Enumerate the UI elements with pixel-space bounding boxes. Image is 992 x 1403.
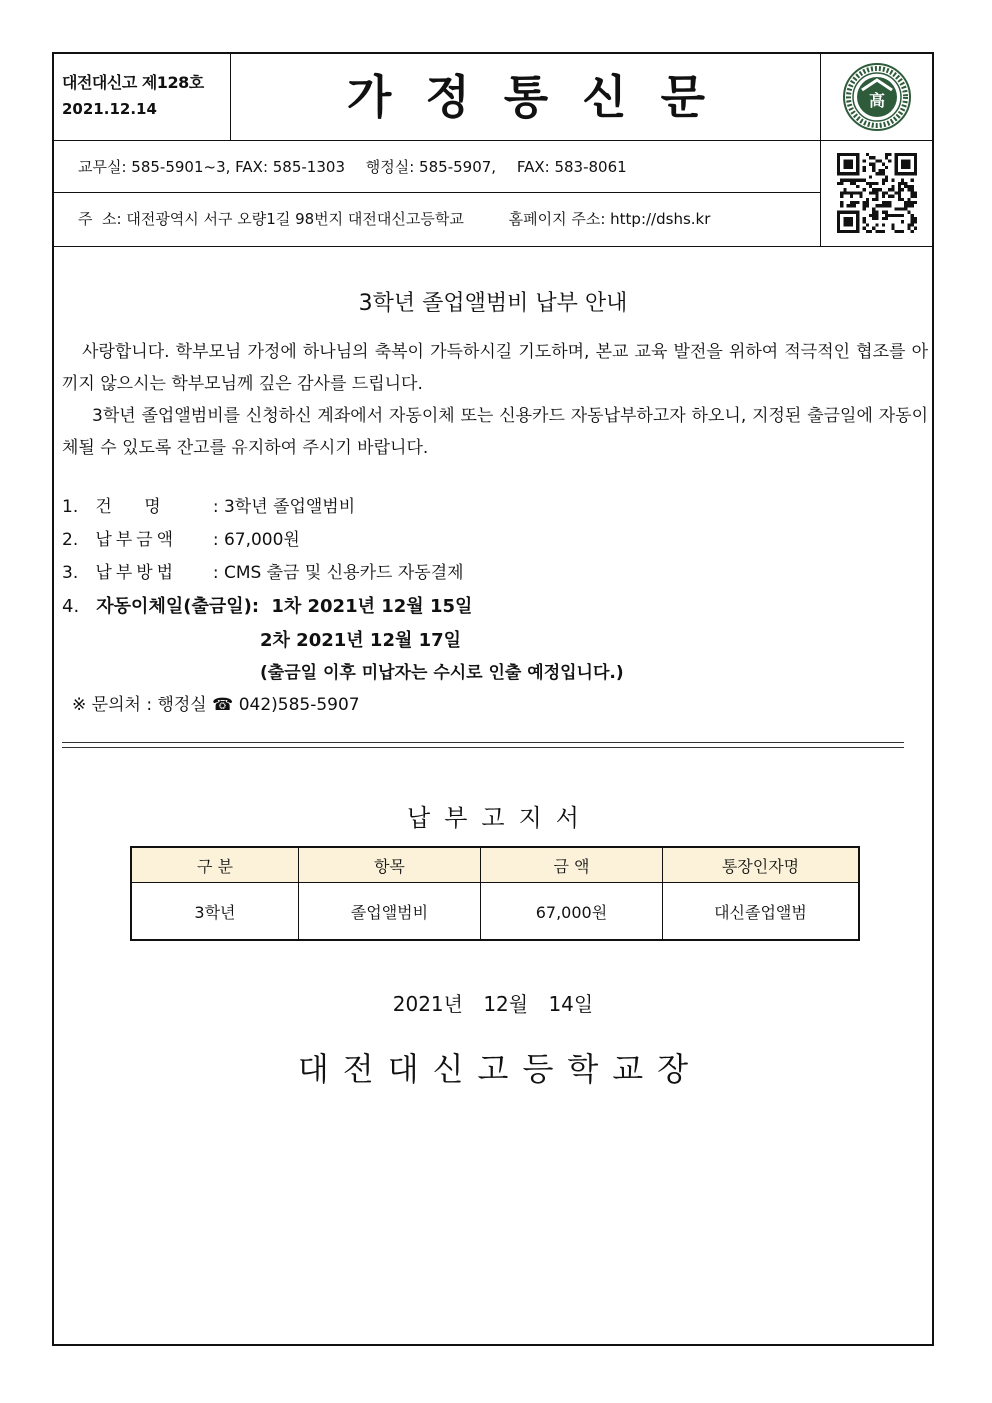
cell-category: 3학년 xyxy=(131,883,298,941)
item-subject xyxy=(62,492,355,517)
school-address: 주 소: 대전광역시 서구 오량1길 98번지 대전대신고등학교 xyxy=(78,210,464,228)
item-debit-date xyxy=(62,592,472,618)
item-label: 납부금액 xyxy=(95,530,178,550)
qr-code-icon[interactable] xyxy=(837,153,917,233)
item-number: 2. xyxy=(62,530,79,550)
table-header-row xyxy=(131,847,859,883)
item-value: 1차 2021년 12월 15일 xyxy=(271,596,473,617)
col-header-item: 항목 xyxy=(298,847,480,883)
document-frame xyxy=(52,52,934,1346)
item-label: 납부방법 xyxy=(95,563,178,583)
contact-address xyxy=(78,208,726,229)
issue-date: 2021.12.14 xyxy=(62,100,157,118)
payment-table xyxy=(130,846,860,941)
item-label: 건 명 xyxy=(95,497,161,517)
admin-fax: FAX: 583-8061 xyxy=(516,158,627,176)
request-paragraph: 3학년 졸업앨범비를 신청하신 계좌에서 자동이체 또는 신용카드 자동납부하고자 하오니, 지정된 출금일에 자동이체될 수 있도록 잔고를 유지하여 주시기 바랍니다. xyxy=(62,406,928,458)
col-header-amount: 금 액 xyxy=(480,847,662,883)
item-separator: : xyxy=(212,497,219,517)
item-value: CMS 출금 및 신용카드 자동결제 xyxy=(223,563,464,583)
office-phone: 교무실: 585-5901~3, FAX: 585-1303 xyxy=(78,158,345,176)
notice-title: 3학년 졸업앨범비 납부 안내 xyxy=(358,291,628,316)
inquiry-contact: ※ 문의처 : 행정실 ☎ 042)585-5907 xyxy=(72,695,360,715)
item-number: 3. xyxy=(62,563,79,583)
item-value: 67,000원 xyxy=(223,530,300,550)
item-label: 자동이체일(출금일): xyxy=(96,596,260,617)
header-top-row xyxy=(54,54,932,141)
cell-amount: 67,000원 xyxy=(480,883,662,941)
item-number: 4. xyxy=(62,596,80,617)
issue-date-footer: 2021년 12월 14일 xyxy=(392,992,594,1016)
col-header-account-name: 통장인자명 xyxy=(662,847,859,883)
header-contact-row xyxy=(54,140,820,193)
item-separator: : xyxy=(212,563,219,583)
header-divider xyxy=(54,246,932,247)
item-amount xyxy=(62,525,300,550)
cell-account-name: 대신졸업앨범 xyxy=(662,883,859,941)
double-divider xyxy=(62,742,904,748)
logo-box xyxy=(820,54,933,140)
item-value: 3학년 졸업앨범비 xyxy=(223,497,356,517)
school-logo-icon xyxy=(842,62,912,132)
principal-signature: 대전대신고등학교장 xyxy=(297,1050,703,1088)
contact-phones xyxy=(78,156,643,177)
logo-char: 高 xyxy=(868,91,886,110)
col-header-category: 구 분 xyxy=(131,847,298,883)
item-number: 1. xyxy=(62,497,79,517)
qr-box xyxy=(820,140,933,246)
payment-notice-title: 납부고지서 xyxy=(407,804,593,832)
item-separator: : xyxy=(212,530,219,550)
masthead-title: 가정통신문 xyxy=(346,70,740,124)
homepage-link[interactable]: 홈페이지 주소: http://dshs.kr xyxy=(508,210,711,228)
table-row xyxy=(131,883,859,941)
issue-box xyxy=(54,54,231,140)
item-debit-note: (출금일 이후 미납자는 수시로 인출 예정입니다.) xyxy=(260,663,624,683)
item-method xyxy=(62,558,464,583)
cell-item: 졸업앨범비 xyxy=(298,883,480,941)
item-debit-date-2: 2차 2021년 12월 17일 xyxy=(260,630,462,651)
greeting-paragraph: 사랑합니다. 학부모님 가정에 하나님의 축복이 가득하시길 기도하며, 본교 교육 발전을 위하여 적극적인 협조를 아끼지 않으시는 학부모님께 깊은 감사를 드립니다. xyxy=(62,342,928,394)
admin-phone: 행정실: 585-5907, xyxy=(365,158,497,176)
header-address-row xyxy=(54,192,820,246)
issue-number: 대전대신고 제128호 xyxy=(62,73,204,92)
